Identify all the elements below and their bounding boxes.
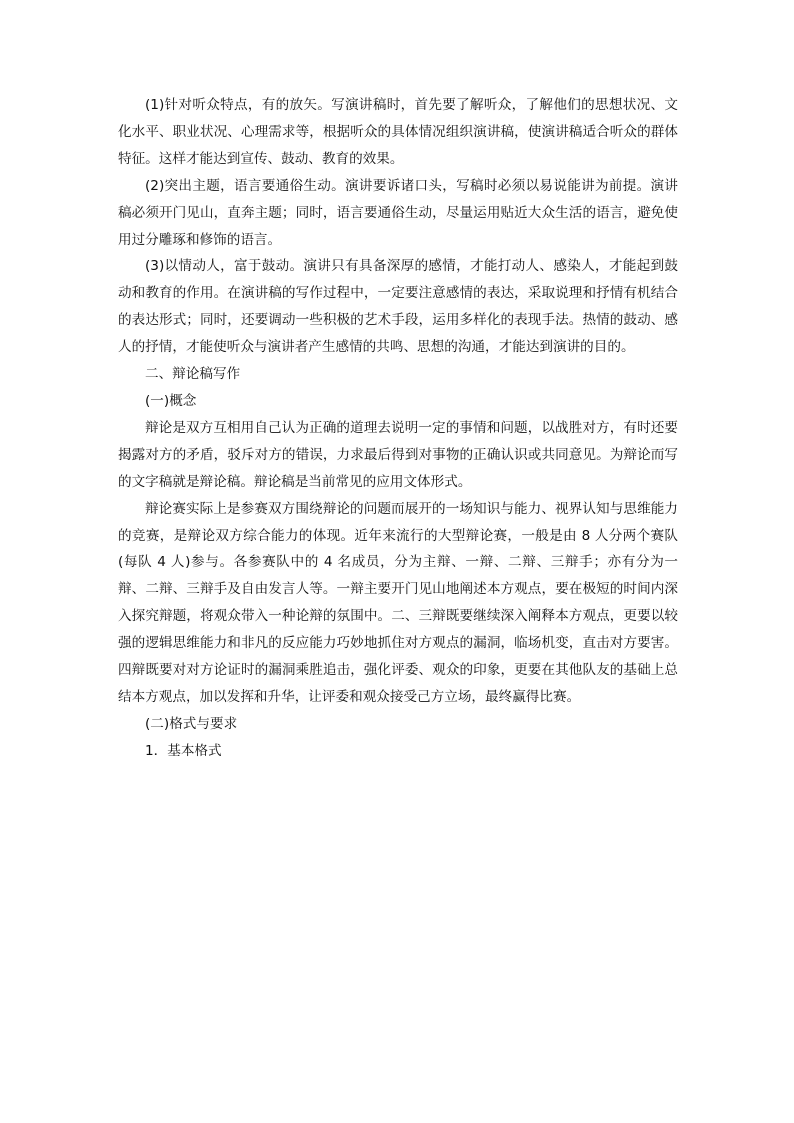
subsection-heading-concept: (一)概念 (145, 392, 197, 409)
paragraph-audience: (1)针对听众特点，有的放矢。写演讲稿时，首先要了解听众，了解他们的思想状况、文化水平、职业状况、心理需求等，根据听众的具体情况组织演讲稿，使演讲稿适合听众的群体特征。这样才能达到宣传、鼓动、教育的效果。 (118, 97, 678, 167)
subsection-heading-format: (二)格式与要求 (145, 715, 238, 732)
item-heading-basic-format: 1．基本格式 (145, 742, 222, 759)
paragraph-theme: (2)突出主题，语言要通俗生动。演讲要诉诸口头，写稿时必须以易说能讲为前提。演讲稿必须开门见山，直奔主题；同时，语言要通俗生动，尽量运用贴近大众生活的语言，避免使用过分雕琢和修饰的语言。 (118, 177, 678, 248)
section-heading-debate: 二、辩论稿写作 (145, 366, 241, 383)
paragraph-debate-competition: 辩论赛实际上是参赛双方围绕辩论的问题而展开的一场知识与能力、视界认知与思维能力的竞赛，是辩论双方综合能力的体现。近年来流行的大型辩论赛，一般是由 8 人分两个赛队(每队 4 人)参与。各参赛队中的 4 名成员，分为主辩、一辩、二辩、三辩手；亦有分为一辩、二辩、三辩手及自由发言人等。一辩主要开门见山地阐述本方观点，要在极短的时间内深入探究辩题，将观众带入一种论辩的氛围中。二、三辩既要继续深入阐释本方观点，更要以较强的逻辑思维能力和非凡的反应能力巧妙地抓住对方观点的漏洞，临场机变，直击对方要害。四辩既要对对方论证时的漏洞乘胜追击，强化评委、观众的印象，更要在其他队友的基础上总结本方观点，加以发挥和升华，让评委和观众接受己方立场，最终赢得比赛。 (118, 500, 678, 705)
paragraph-debate-definition: 辩论是双方互相用自己认为正确的道理去说明一定的事情和问题，以战胜对方，有时还要揭露对方的矛盾，驳斥对方的错误，力求最后得到对事物的正确认识或共同意见。为辩论而写的文字稿就是辩论稿。辩论稿是当前常见的应用文体形式。 (118, 419, 678, 490)
document-body (118, 92, 678, 765)
paragraph-emotion: (3)以情动人，富于鼓动。演讲只有具备深厚的感情，才能打动人、感染人，才能起到鼓动和教育的作用。在演讲稿的写作过程中，一定要注意感情的表达，采取说理和抒情有机结合的表达形式；同时，还要调动一些积极的艺术手段，运用多样化的表现手法。热情的鼓动、感人的抒情，才能使听众与演讲者产生感情的共鸣、思想的沟通，才能达到演讲的目的。 (118, 258, 678, 356)
